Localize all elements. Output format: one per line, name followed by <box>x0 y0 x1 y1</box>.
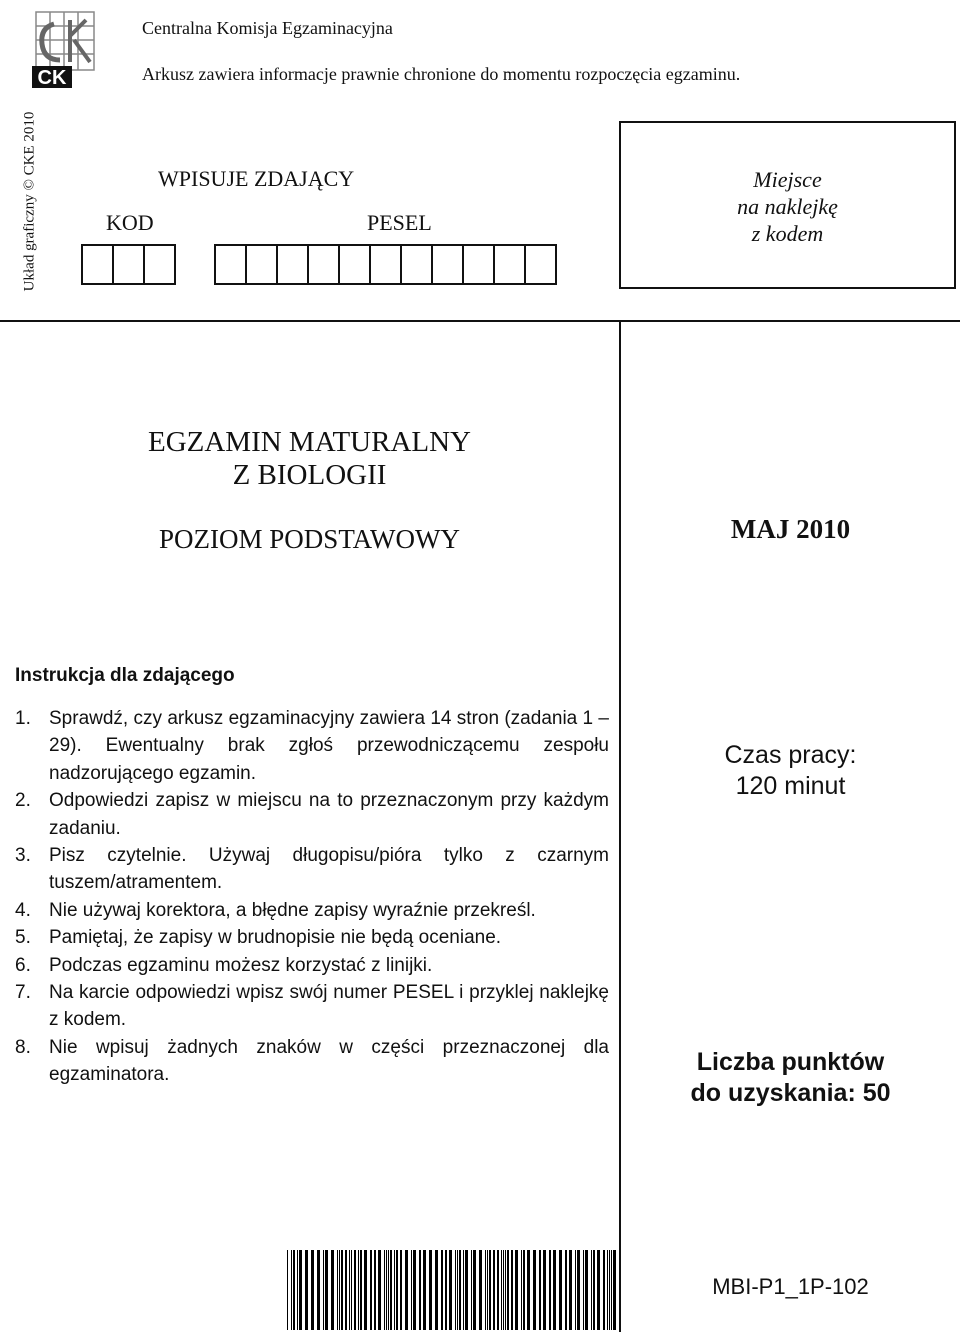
exam-level: POZIOM PODSTAWOWY <box>159 524 460 554</box>
confidentiality-notice: Arkusz zawiera informacje prawnie chronione do momentu rozpoczęcia egzaminu. <box>142 64 741 84</box>
barcode-bar <box>341 1250 343 1330</box>
barcode-bar <box>351 1250 352 1330</box>
barcode-bar <box>479 1250 482 1330</box>
pesel-digit-box[interactable] <box>369 244 402 285</box>
instructions-list <box>15 705 609 1089</box>
kod-input-boxes[interactable] <box>81 244 174 285</box>
pesel-label: PESEL <box>367 210 432 235</box>
barcode-bar <box>487 1250 488 1330</box>
kod-digit-box[interactable] <box>143 244 176 285</box>
barcode-bar <box>455 1250 456 1330</box>
barcode-bar <box>349 1250 350 1330</box>
barcode-bar <box>565 1250 567 1330</box>
barcode-bar <box>459 1250 461 1330</box>
barcode-bar <box>511 1250 513 1330</box>
pesel-digit-box[interactable] <box>431 244 464 285</box>
pesel-digit-box[interactable] <box>493 244 526 285</box>
barcode-bar <box>287 1250 288 1330</box>
barcode-bar <box>413 1250 416 1330</box>
barcode-bar <box>374 1250 376 1330</box>
svg-text:CK: CK <box>37 67 67 89</box>
barcode-bar <box>591 1250 592 1330</box>
barcode-bar <box>553 1250 556 1330</box>
barcode-bar <box>388 1250 389 1330</box>
barcode-bar <box>400 1250 402 1330</box>
copyright-vertical: Układ graficzny © CKE 2010 <box>21 111 38 292</box>
barcode-bar <box>609 1250 610 1330</box>
barcode-bar <box>354 1250 356 1330</box>
barcode-bar <box>611 1250 612 1330</box>
barcode-bar <box>515 1250 518 1330</box>
time-limit: Czas pracy: 120 minut <box>724 741 857 800</box>
barcode-bar <box>323 1250 324 1330</box>
barcode-bar <box>583 1250 584 1330</box>
barcode-bar <box>293 1250 295 1330</box>
horizontal-divider <box>0 320 960 322</box>
barcode-bar <box>527 1250 530 1330</box>
barcode-bar <box>543 1250 546 1330</box>
barcode-bar <box>485 1250 486 1330</box>
barcode-bar <box>396 1250 398 1330</box>
barcode-bar <box>559 1250 562 1330</box>
barcode-bar <box>317 1250 320 1330</box>
barcode-bar <box>521 1250 522 1330</box>
pesel-digit-box[interactable] <box>462 244 495 285</box>
barcode-bar <box>297 1250 298 1330</box>
instruction-item: 4. Nie używaj korektora, a błędne zapisy wyraźnie przekreśl. <box>15 899 536 921</box>
barcode-bar <box>585 1250 588 1330</box>
barcode-bar <box>497 1250 499 1330</box>
pesel-digit-box[interactable] <box>524 244 557 285</box>
barcode-bar <box>597 1250 600 1330</box>
instruction-item: 5. Pamiętaj, że zapisy w brudnopisie nie będą oceniane. <box>15 927 502 949</box>
barcode-bar <box>305 1250 308 1330</box>
instruction-item: 1. Sprawdź, czy arkusz egzaminacyjny zawiera 14 stron (zadania 1 – 29). Ewentualny brak zgłoś przewodniczącemu zespołu nadzorującego egzamin. <box>15 708 609 784</box>
barcode-bar <box>463 1250 464 1330</box>
pesel-digit-box[interactable] <box>338 244 371 285</box>
sticker-label: Miejsce na naklejkę z kodem <box>737 167 838 246</box>
barcode-bar <box>390 1250 392 1330</box>
barcode-bar <box>493 1250 495 1330</box>
instructions-heading: Instrukcja dla zdającego <box>15 665 235 686</box>
pesel-digit-box[interactable] <box>245 244 278 285</box>
barcode-bar <box>613 1250 616 1330</box>
exam-title: EGZAMIN MATURALNY Z BIOLOGII <box>147 426 471 491</box>
exam-code: MBI-P1_1P-102 <box>712 1274 869 1299</box>
barcode-bar <box>360 1250 362 1330</box>
pesel-digit-box[interactable] <box>400 244 433 285</box>
student-fill-heading: WPISUJE ZDAJĄCY <box>158 166 355 191</box>
barcode-bar <box>533 1250 536 1330</box>
barcode-bar <box>435 1250 438 1330</box>
barcode-bar <box>358 1250 359 1330</box>
barcode-bar <box>339 1250 340 1330</box>
barcode-bar <box>384 1250 385 1330</box>
barcode-bar <box>457 1250 458 1330</box>
barcode-bar <box>364 1250 367 1330</box>
barcode-bar <box>337 1250 338 1330</box>
barcode-bar <box>311 1250 314 1330</box>
cke-logo <box>30 6 106 90</box>
barcode-bar <box>607 1250 608 1330</box>
barcode-bar <box>378 1250 381 1330</box>
barcode-bar <box>471 1250 472 1330</box>
barcode-bar <box>345 1250 347 1330</box>
barcode-bar <box>489 1250 491 1330</box>
barcode-bar <box>465 1250 468 1330</box>
barcode-bar <box>539 1250 541 1330</box>
pesel-input-boxes[interactable] <box>214 244 555 285</box>
kod-digit-box[interactable] <box>112 244 145 285</box>
kod-label: KOD <box>106 210 154 235</box>
barcode-bar <box>441 1250 443 1330</box>
pesel-digit-box[interactable] <box>276 244 309 285</box>
barcode-bar <box>501 1250 502 1330</box>
barcode-bar <box>505 1250 506 1330</box>
barcode-bar <box>507 1250 509 1330</box>
barcode-bar <box>549 1250 551 1330</box>
vertical-divider <box>619 320 621 1332</box>
barcode-bar <box>569 1250 572 1330</box>
barcode-bar <box>325 1250 328 1330</box>
instruction-item: 7. Na karcie odpowiedzi wpisz swój numer PESEL i przyklej naklejkę z kodem. <box>15 982 609 1031</box>
barcode-bar <box>411 1250 412 1330</box>
kod-digit-box[interactable] <box>81 244 114 285</box>
barcode-bar <box>386 1250 387 1330</box>
barcode-bar <box>593 1250 595 1330</box>
barcode-bar <box>445 1250 447 1330</box>
instruction-item: 6. Podczas egzaminu możesz korzystać z linijki. <box>15 954 433 976</box>
instruction-item: 2. Odpowiedzi zapisz w miejscu na to przeznaczonym przy każdym zadaniu. <box>15 790 609 839</box>
institution-name: Centralna Komisja Egzaminacyjna <box>142 18 393 38</box>
barcode-bar <box>429 1250 432 1330</box>
barcode-bar <box>405 1250 408 1330</box>
barcode-bar <box>370 1250 372 1330</box>
barcode-bar <box>449 1250 452 1330</box>
pesel-digit-box[interactable] <box>307 244 340 285</box>
barcode-bar <box>603 1250 605 1330</box>
exam-session: MAJ 2010 <box>730 514 851 544</box>
max-points: Liczba punktów do uzyskania: 50 <box>690 1048 891 1107</box>
barcode-bar <box>419 1250 421 1330</box>
instruction-item: 8. Nie wpisuj żadnych znaków w części przeznaczonej dla egzaminatora. <box>15 1036 609 1086</box>
barcode-bar <box>394 1250 395 1330</box>
barcode-bar <box>575 1250 576 1330</box>
barcode-bar <box>577 1250 580 1330</box>
instruction-item: 3. Pisz czytelnie. Używaj długopisu/pióra tylko z czarnym tuszem/atramentem. <box>15 845 609 894</box>
pesel-digit-box[interactable] <box>214 244 247 285</box>
barcode-bar <box>503 1250 504 1330</box>
barcode <box>285 1250 621 1330</box>
barcode-bar <box>291 1250 292 1330</box>
barcode-bar <box>523 1250 525 1330</box>
barcode-bar <box>331 1250 334 1330</box>
barcode-bar <box>423 1250 426 1330</box>
barcode-bar <box>473 1250 476 1330</box>
barcode-bar <box>299 1250 302 1330</box>
